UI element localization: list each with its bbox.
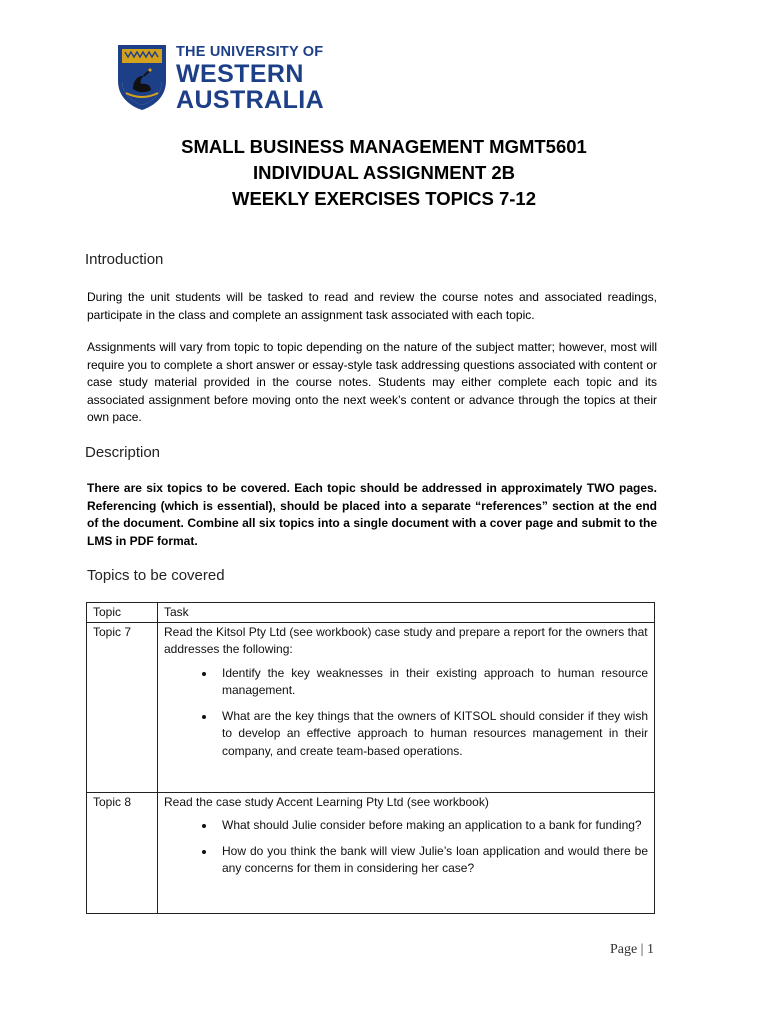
topic-cell: Topic 8 xyxy=(87,792,158,913)
task-bullet: • How do you think the bank will view Julie’s loan application and would there be any concerns for them in considering her case? xyxy=(216,843,648,878)
introduction-heading: Introduction xyxy=(85,251,164,268)
university-wordmark xyxy=(176,45,324,113)
table-header-topic: Topic xyxy=(87,603,158,623)
assignment-title: INDIVIDUAL ASSIGNMENT 2B xyxy=(252,162,516,183)
task-intro: Read the case study Accent Learning Pty Ltd (see workbook) xyxy=(164,794,489,809)
description-heading: Description xyxy=(85,444,161,461)
task-cell xyxy=(158,792,655,913)
course-title: SMALL BUSINESS MANAGEMENT MGMT5601 xyxy=(181,136,587,157)
document-title-block xyxy=(0,134,768,212)
task-bullet: • What should Julie consider before making an application to a bank for funding? xyxy=(216,817,648,835)
topic-cell: Topic 7 xyxy=(87,622,158,792)
table-row xyxy=(87,792,655,913)
task-bullet-list xyxy=(164,817,648,878)
topics-title: WEEKLY EXERCISES TOPICS 7-12 xyxy=(232,188,536,209)
task-bullet-list xyxy=(164,665,648,761)
table-header-row xyxy=(87,603,655,623)
topics-heading: Topics to be covered xyxy=(87,567,225,584)
university-logo xyxy=(116,43,325,115)
logo-line-3: AUSTRALIA xyxy=(176,85,325,114)
logo-line-2: WESTERN xyxy=(176,59,304,88)
description-paragraph: There are six topics to be covered. Each topic should be addressed in approximately TWO pages. Referencing (which is essential), should be placed into a separate “references” section at the end of the document. Combine all six topics into a single document with a cover page and submit to the LMS in PDF format. xyxy=(87,481,657,548)
table-header-task: Task xyxy=(158,603,655,623)
task-intro: Read the Kitsol Pty Ltd (see workbook) case study and prepare a report for the owners that addresses the following: xyxy=(164,624,648,656)
table-row xyxy=(87,622,655,792)
task-cell xyxy=(158,622,655,792)
task-bullet: • What are the key things that the owners of KITSOL should consider if they wish to develop an effective approach to human resources management in their company, and create team-based operations. xyxy=(216,708,648,761)
introduction-paragraph-2: Assignments will vary from topic to topic depending on the nature of the subject matter; however, most will require you to complete a short answer or essay-style task addressing questions associated with content or case study material provided in the course notes. Students may either complete each topic and its associated assignment before moving onto the next week’s content or advance through the topics at their own pace. xyxy=(87,340,657,424)
topics-table xyxy=(86,602,655,914)
page-number: Page | 1 xyxy=(609,942,654,957)
introduction-paragraph-1: During the unit students will be tasked to read and review the course notes and associated readings, participate in the class and complete an assignment task associated with each topic. xyxy=(87,290,657,322)
logo-line-1: THE UNIVERSITY OF xyxy=(176,44,324,60)
university-crest-icon xyxy=(116,43,168,111)
task-bullet: • Identify the key weaknesses in their existing approach to human resource management. xyxy=(216,665,648,700)
